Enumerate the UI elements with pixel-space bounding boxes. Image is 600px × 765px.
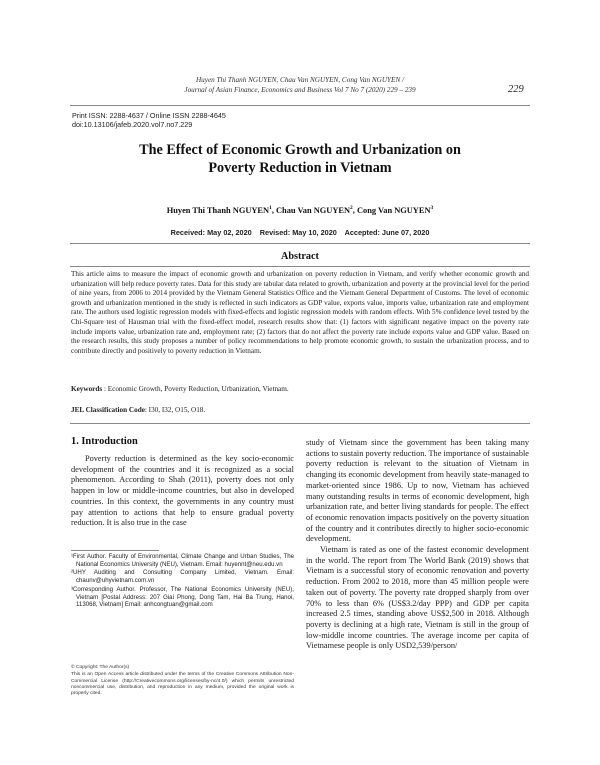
author-name: Huyen Thi Thanh NGUYEN bbox=[166, 205, 270, 215]
abstract-bottom-divider bbox=[70, 423, 530, 424]
submission-dates bbox=[100, 228, 500, 237]
author-1 bbox=[167, 206, 276, 215]
issn-line: Print ISSN: 2288-4637 / Online ISSN 2288-4645 bbox=[72, 111, 226, 120]
abstract-top-divider bbox=[70, 243, 530, 244]
running-head-journal: Journal of Asian Finance, Economics and Business Vol 7 No 7 (2020) 229 – 239 bbox=[184, 85, 416, 94]
footnote-1: ¹First Author. Faculty of Environmental, Climate Change and Urban Studies, The National Economics University (NEU), Vietnam. Email: huyennt@neu.edu.vn bbox=[71, 553, 294, 568]
author-name: Chau Van NGUYEN bbox=[276, 205, 351, 215]
keywords bbox=[71, 385, 529, 395]
right-column bbox=[306, 438, 529, 652]
keywords-text: : Economic Growth, Poverty Reduction, Urbanization, Vietnam. bbox=[102, 385, 289, 393]
running-head-authors: Huyen Thi Thanh NGUYEN, Chau Van NGUYEN, Cong Van NGUYEN / bbox=[195, 76, 405, 84]
running-header bbox=[120, 76, 480, 95]
article-title bbox=[100, 141, 500, 177]
revised-date: Revised: May 10, 2020 bbox=[259, 228, 337, 237]
intro-paragraph-1-continued: study of Vietnam since the government has been taking many actions to sustain poverty reduction. The importance of sustainable poverty reduction is relevant to the situation of Vietnam in changing its economic development from heavily state-managed to market-oriented since 1986. Up to now, Vietnam has achieved many outstanding results in terms of economic development, high urbanization rate, and better living standards for people. The effect of economic renovation impacts positively on the poverty situation of the country and it contributes directly to higher socio-economic development. bbox=[306, 438, 529, 544]
author-name: Cong Van NGUYEN bbox=[356, 205, 431, 215]
title-line-1: The Effect of Economic Growth and Urbanization on bbox=[139, 142, 461, 158]
section-heading-introduction: 1. Introduction bbox=[71, 436, 138, 447]
jel-codes: : I30, I32, O15, O18. bbox=[144, 406, 206, 414]
author-affiliation-mark: 1 bbox=[269, 205, 272, 211]
abstract-heading-divider bbox=[70, 266, 530, 267]
copyright-line: © Copyright: The Author(s) bbox=[71, 665, 130, 670]
jel-label: JEL Classification Code bbox=[71, 406, 145, 414]
author-3 bbox=[357, 206, 433, 215]
keywords-label: Keywords bbox=[71, 385, 103, 393]
footnote-2: ²UHY Auditing and Consulting Company Limited, Vietnam. Email: chaunv@uhyvietnam.com.vn bbox=[71, 569, 294, 585]
abstract-text: This article aims to measure the impact of economic growth and urbanization on poverty reduction in Vietnam, and verify whether economic growth and urbanization will help reduce poverty rates. Data for this study are tabular data related to growth, urbanization and poverty at the provincial level for the period of nine years, from 2006 to 2014 provided by the Vietnam General Statistics Office and the Vietnam General Department of Customs. The level of economic growth and urbanization mentioned in the study is reflected in such indicators as GDP value, exports value, imports value, urbanization rate and employment rate. The authors used logistic regression models with fixed-effects and logistic regression models with random effects. With 5% confidence level tested by the Chi-Square test of Hausman trial with the fixed-effect model, research results show that: (1) factors with significant negative impact on the poverty rate include imports value, urbanization rate and, employment rate; (2) factors that do not affect the poverty rate include exports value and GDP value. Based on the research results, this study proposes a number of policy recommendations to help promote economic growth, to sustain the urbanization process, and to contribute directly and positively to poverty reduction in Vietnam. bbox=[71, 270, 529, 355]
abstract-heading: Abstract bbox=[281, 251, 319, 262]
accepted-date: Accepted: June 07, 2020 bbox=[344, 228, 430, 237]
header-divider bbox=[70, 105, 530, 106]
intro-paragraph-2: Vietnam is rated as one of the fastest economic development in the world. The report from The World Bank (2019) shows that Vietnam is a successful story of economic renovation and poverty reduction. From 2002 to 2018, more than 45 million people were taken out of poverty. The poverty rate dropped sharply from over 70% to less than 6% (US$3.2/day PPP) and GDP per capita increased 2.5 times, standing above US$2,500 in 2018. Although poverty is declining at a high rate, Vietnam is still in the group of low-middle income countries. The average income per capita of Vietnamese people is only USD2,539/person/ bbox=[306, 545, 529, 651]
footnote-3: ³Corresponding Author. Professor, The National Economics University (NEU), Vietnam [Postal Address: 207 Giai Phong, Dong Tam, Hai Ba Trung, Hanoi, 113068, Vietnam] Email: anhcongtuan@gmail.com bbox=[71, 585, 294, 609]
received-date: Received: May 02, 2020 bbox=[170, 228, 252, 237]
title-line-2: Poverty Reduction in Vietnam bbox=[208, 160, 392, 176]
page-number: 229 bbox=[508, 84, 524, 95]
author-2 bbox=[276, 206, 357, 215]
left-column bbox=[71, 436, 294, 529]
author-affiliation-mark: 2 bbox=[350, 205, 353, 211]
footnote-divider bbox=[71, 550, 159, 551]
author-list bbox=[100, 205, 500, 215]
license-text: This is an Open Access article distributed under the terms of the Creative Commons Attribution Non-Commercial License (http://Creativecommons.org/licenses/by-nc/4.0/) which permits unrestricted noncommercial use, distribution, and reproduction in any medium, provided the original work is properly cited. bbox=[71, 672, 294, 697]
issn-block bbox=[72, 111, 226, 130]
jel-classification bbox=[71, 406, 529, 416]
author-affiliation-mark: 3 bbox=[430, 205, 434, 211]
doi-link[interactable]: doi:10.13106/jafeb.2020.vol7.no7.229 bbox=[72, 120, 193, 130]
intro-paragraph-1: Poverty reduction is determined as the key socio-economic development of the countries and it is recognized as a social phenomenon. According to Shah (2011), poverty does not only happen in low or middle-income countries, but also in developed countries. In this context, the governments in any country must pay attention to actions that help to ensure gradual poverty reduction. It is also true in the case bbox=[71, 454, 294, 528]
copyright-notice bbox=[71, 665, 294, 698]
author-separator: , bbox=[352, 205, 357, 215]
author-separator: , bbox=[271, 205, 276, 215]
footnotes bbox=[71, 553, 294, 610]
